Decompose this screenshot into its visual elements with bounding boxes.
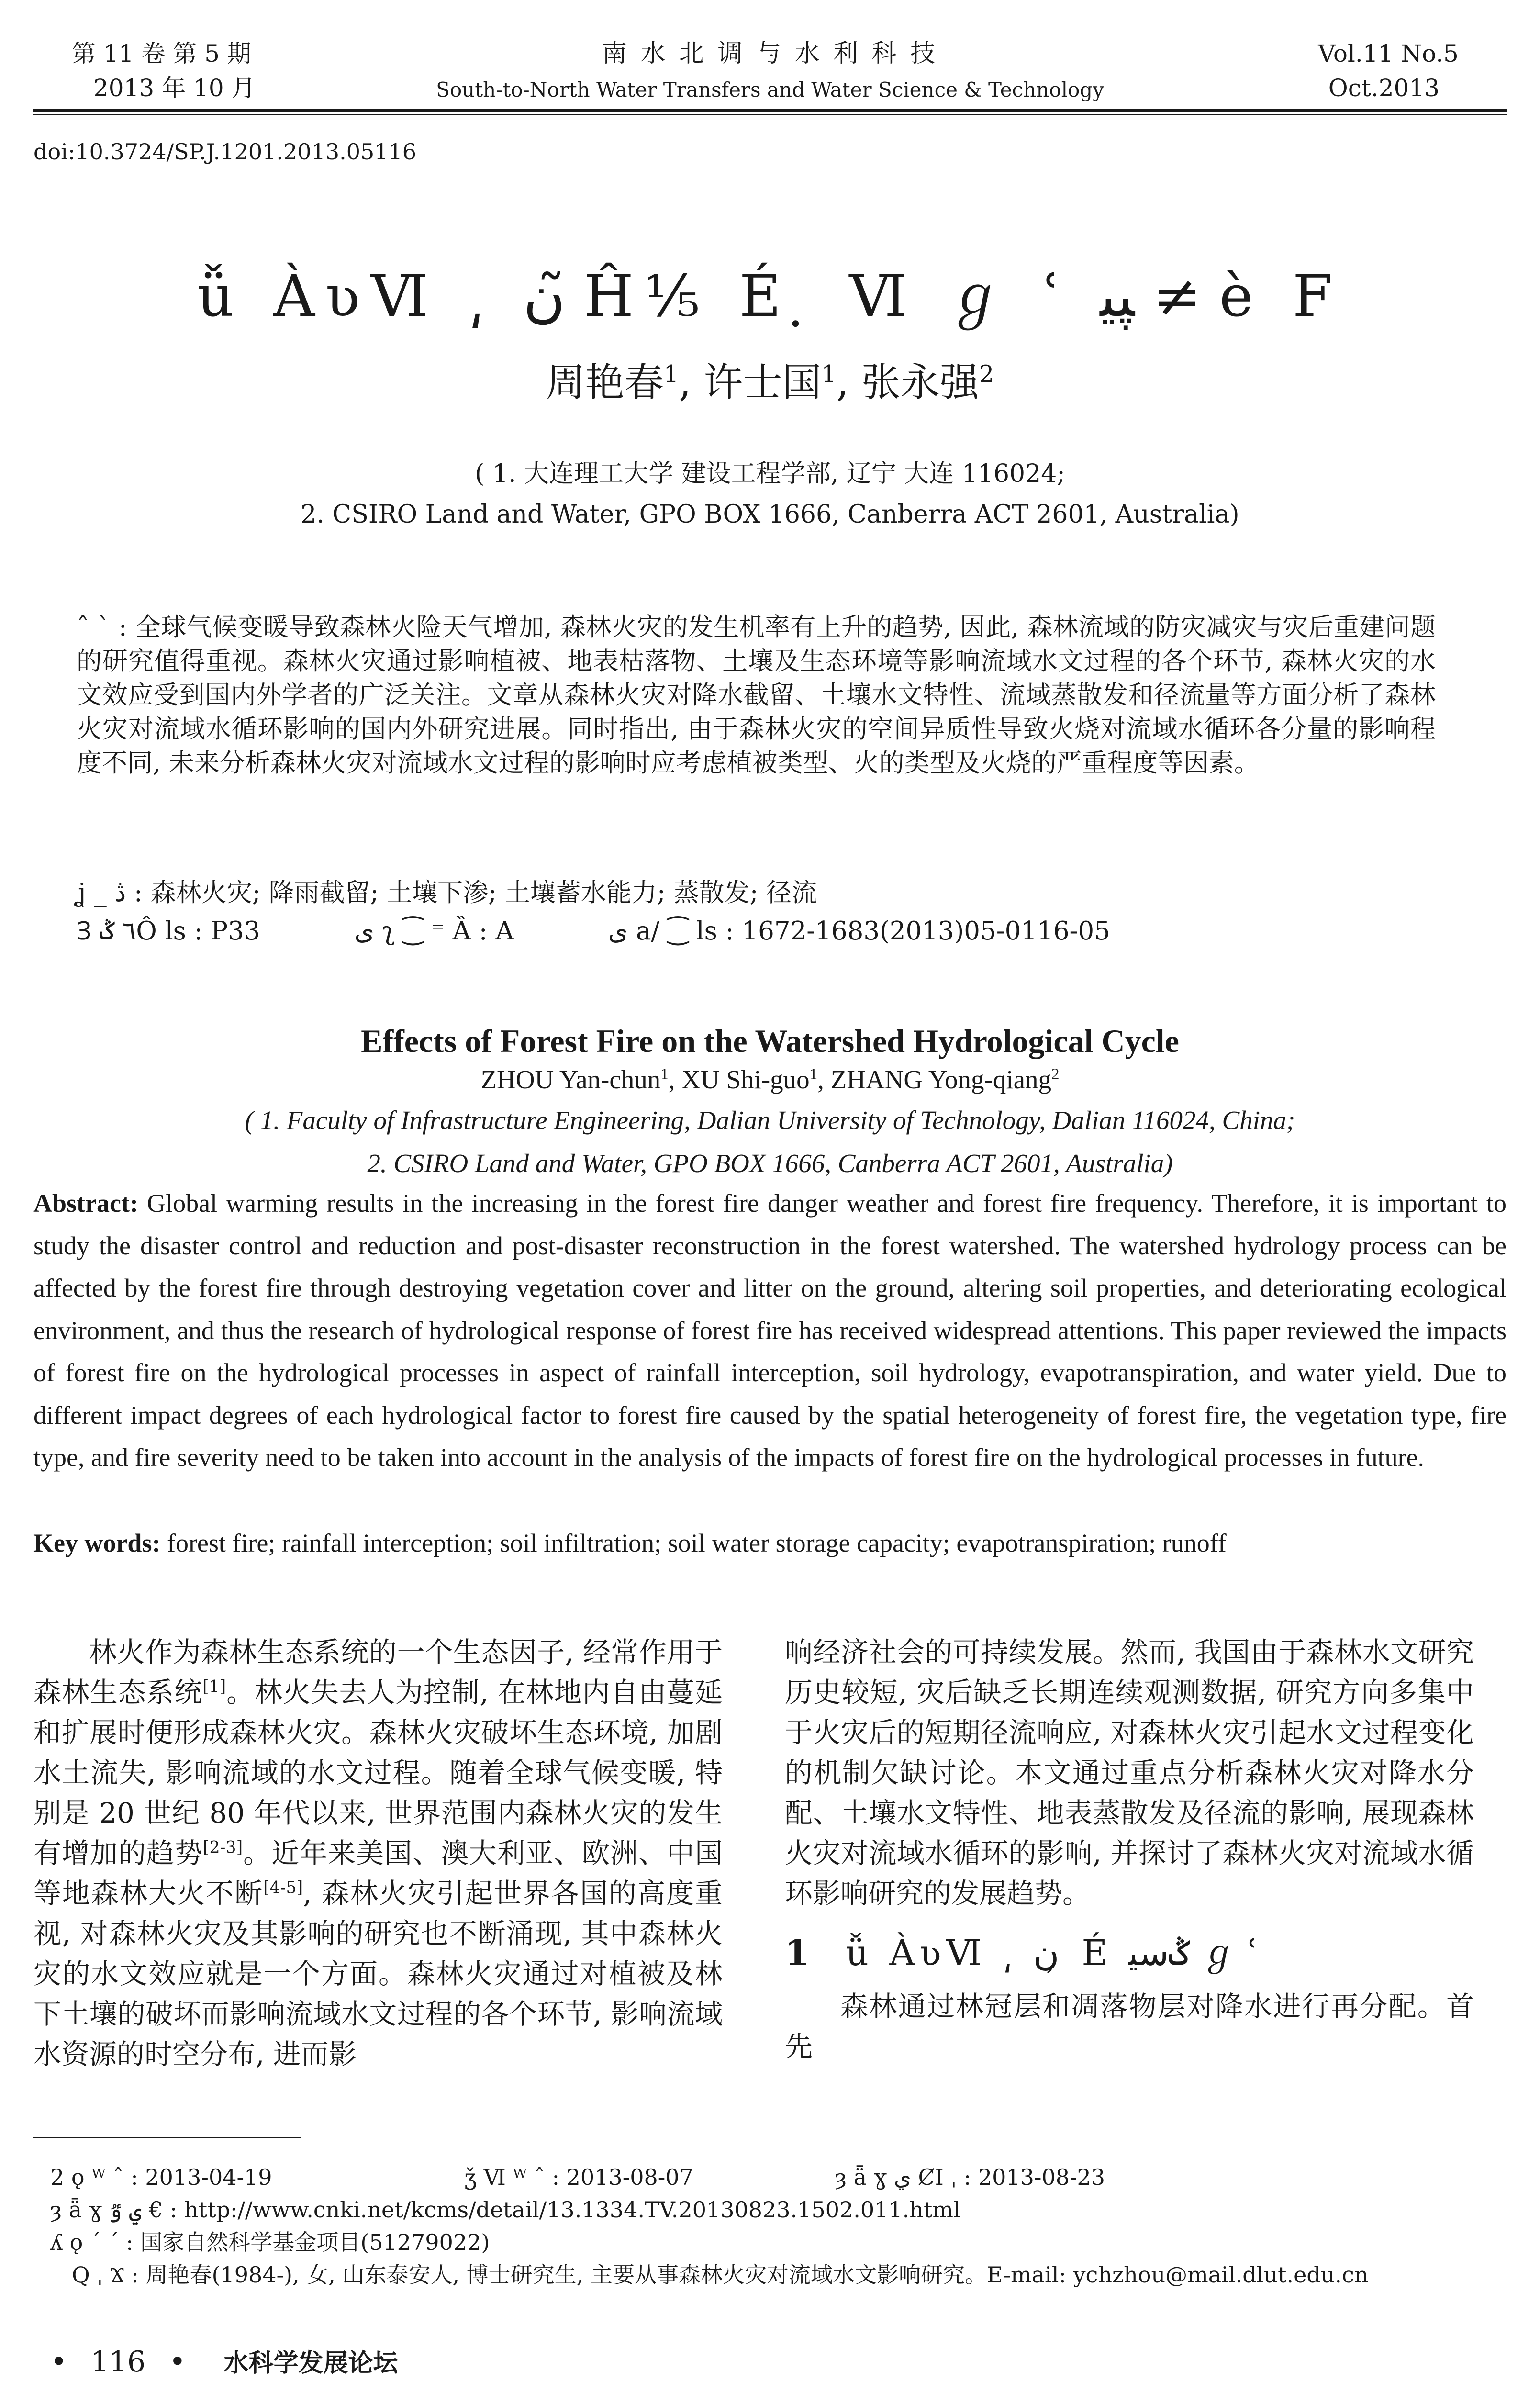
author-en-2-affil: 1 [809,1065,818,1083]
authors-cn [0,357,1540,409]
authors-en: ZHOU Yan-chun$^1$, XU Shi-guo$^1$, ZHANG Yong-qiang$^2$ [480,1065,1060,1094]
abstract-cn [77,610,1436,780]
article-no-label: ی a/ ⁐ ls : [608,917,734,946]
received-date: 2 ǫ ᵂ ˆ : 2013-04-19 [50,2164,272,2190]
header-rule-thick [33,109,1507,112]
clc-label: Ɜ ٦ ݣÔ ls : [77,917,203,946]
body-text: 林火作为森林生态系统的一个生态因子, 经常作用于森林生态系统 [33,1636,723,1709]
online-url: ȝ ǟ ɣ ي ٷ € : http://www.cnki.net/kcms/detail/13.1334.TV.20130823.1502.011.html [50,2197,960,2223]
classification-cn [77,914,1436,948]
author-en-1-affil: 1 [660,1065,669,1083]
author-1: 周艳春 [546,360,664,405]
affiliation-en-2: 2. CSIRO Land and Water, GPO BOX 1666, Canberra ACT 2601, Australia) [367,1149,1173,1178]
author-3-affil: 2 [979,360,994,388]
author-en-2: XU Shi-guo [681,1065,810,1094]
article-title-cn: ǚ ÀʋⅥ ͵ ن ̃Ĥ⅕ É ̣ Ⅵ ℊ ʿ ﭙﯿ ≠ è F [197,263,1343,330]
affiliation-cn-2: 2. CSIRO Land and Water, GPO BOX 1666, Canberra ACT 2601, Australia) [301,500,1239,529]
author-en-3: ZHANG Yong-qiang [830,1065,1052,1094]
section-heading [785,1927,1474,1979]
author-en-3-affil: 2 [1051,1065,1060,1083]
page-footer [50,2343,398,2382]
abstract-en-label: Abstract: [33,1189,138,1218]
article-title-en: Effects of Forest Fire on the Watershed Hydrological Cycle [361,1023,1179,1059]
section-number: 1 [785,1933,810,1974]
revised-date: ǯ Ⅵ ᵂ ˆ : 2013-08-07 [464,2164,693,2190]
body-paragraph: 响经济社会的可持续发展。然而, 我国由于森林水文研究历史较短, 灾后缺乏长期连续观测数据, 研究方向多集中于火灾后的短期径流响应, 对森林火灾引起水文过程变化的机制欠缺讨论。本文通过重点分析森林火灾对降水分配、土壤水文特性、地表蒸散发及径流的影响, 展现森林火灾对流域水循环的影响, 并探讨了森林火灾对流域水循环影响研究的发展趋势。 [785,1636,1474,1910]
body-paragraph [33,1632,723,2074]
keywords-cn-text: 森林火灾; 降雨截留; 土壤下渗; 土壤蓄水能力; 蒸散发; 径流 [150,878,817,907]
journal-title-cn: 南 水 北 调 与 水 利 科 技 [602,39,938,68]
footer-bullet: • [50,2345,67,2379]
online-date: ȝ ǟ ɣ ي ȻI ˌ : 2013-08-23 [835,2164,1105,2190]
author-en-1: ZHOU Yan-chun [480,1065,661,1094]
body-text: , 森林火灾引起世界各国的高度重视, 对森林火灾及其影响的研究也不断涌现, 其中森林火灾的水文效应就是一个方面。森林火灾通过对植被及林下土壤的破坏而影响流域水文过程的各个环节, 影响流域水资源的时空分布, 进而影 [33,1877,723,2070]
keywords-en-label: Key words: [33,1529,161,1557]
author-bio: Q ˌ Ϫ : 周艳春(1984-), 女, 山东泰安人, 博士研究生, 主要从事森林火灾对流域水文影响研究。E-mail: ychzhou@mail.dlut.edu.cn [72,2262,1369,2288]
date-cn: 2013 年 10 月 [93,74,256,102]
footnote-rule [33,2137,301,2138]
body-column-right [785,1632,1474,2067]
volume-issue-en: Vol.11 No.5 [1318,40,1459,67]
author-1-affil: 1 [663,360,679,388]
abstract-cn-text: 全球气候变暖导致森林火险天气增加, 森林火灾的发生机率有上升的趋势, 因此, 森林流域的防灾减灾与灾后重建问题的研究值得重视。森林火灾通过影响植被、地表枯落物、土壤及生态环境等影响流域水文过程的各个环节, 森林火灾的水文效应受到国内外学者的广泛关注。文章从森林火灾对降水截留、土壤水文特性、流域蒸散发和径流量等方面分析了森林火灾对流域水循环影响的国内外研究进展。同时指出, 由于森林火灾的空间异质性导致火烧对流域水循环各分量的影响程度不同, 未来分析森林火灾对流域水文过程的影响时应考虑植被类型、火的类型及火烧的严重程度等因素。 [77,613,1436,778]
author-sep: , [679,360,692,405]
footer-bullet: • [169,2345,186,2379]
column-name: 水科学发展论坛 [223,2349,398,2378]
body-paragraph: 森林通过林冠层和凋落物层对降水进行再分配。首先 [785,1990,1474,2063]
keywords-cn [77,876,1436,910]
header-rule-thin [33,114,1507,115]
volume-issue-cn: 第 11 卷 第 5 期 [72,40,251,67]
body-column-left [33,1632,723,2074]
page-number: 116 [90,2345,145,2379]
abstract-cn-label: ˆ ˋ : [77,613,127,642]
keywords-en [33,1522,1507,1565]
abstract-en-text: Global warming results in the increasing in the forest fire danger weather and forest fire frequency. Therefore, it is important to study the disaster control and reduction and post-disaster reconstruction in the forest watershed. The watershed hydrology process can be affected by the forest fire through destroying vegetation cover and litter on the ground, altering soil properties, and deteriorating ecological environment, and thus the research of hydrological response of forest fire has received widespread attentions. This paper reviewed the impacts of forest fire on the hydrological processes in aspect of rainfall interception, soil hydrology, evapotranspiration, and water yield. Due to different impact degrees of each hydrological factor to forest fire caused by the spatial heterogeneity of forest fire, the vegetation type, fire type, and fire severity need to be taken into account in the analysis of the impacts of forest fire on the hydrological processes in future. [33,1189,1507,1472]
keywords-cn-label: ʝ _ ڎ : [77,878,143,907]
article-no-value: 1672-1683(2013)05-0116-05 [742,917,1110,946]
abstract-en [33,1182,1507,1479]
citation: [4-5] [263,1878,303,1898]
doc-code-value: A [495,917,514,946]
date-en: Oct.2013 [1328,74,1440,102]
doc-code-label: ی ʅ ⁐ ⁼ Ȁ : [354,917,488,946]
affiliation-en-1: ( 1. Faculty of Infrastructure Engineering, Dalian University of Technology, Dalian 116024, China; [245,1106,1295,1135]
doi: doi:10.3724/SP.J.1201.2013.05116 [33,139,417,165]
body-text: 。林火失去人为控制, 在林地内自由蔓延和扩展时便形成森林火灾。森林火灾破坏生态环境, 加剧水土流失, 影响流域的水文过程。随着全球气候变暖, 特别是 20 世纪 80 年代以来, 世界范围内森林火灾的发生有增加的趋势 [33,1676,723,1869]
author-sep: , [836,360,849,405]
author-2: 许士国 [703,360,822,405]
clc-value: P33 [211,917,260,946]
keywords-en-text: forest fire; rainfall interception; soil infiltration; soil water storage capacity; evapotranspiration; runoff [167,1529,1227,1557]
body-text: 。近年来美国、澳大利亚、欧洲、中国等地森林大火不断 [33,1837,723,1910]
journal-title-en: South-to-North Water Transfers and Water Science & Technology [436,78,1104,101]
section-title: ǚ ÀʋⅥ ͵ ن ̦ É ݣﺳﯿ ℊ ʿ [846,1933,1259,1974]
citation: [1] [202,1677,226,1697]
author-3: 张永强 [861,360,979,405]
author-2-affil: 1 [821,360,837,388]
fund-info: ʎ ǫ ˊ ˊ : 国家自然科学基金项目(51279022) [50,2229,490,2255]
affiliation-cn-1: ( 1. 大连理工大学 建设工程学部, 辽宁 大连 116024; [475,459,1065,488]
citation: [2-3] [202,1838,243,1857]
